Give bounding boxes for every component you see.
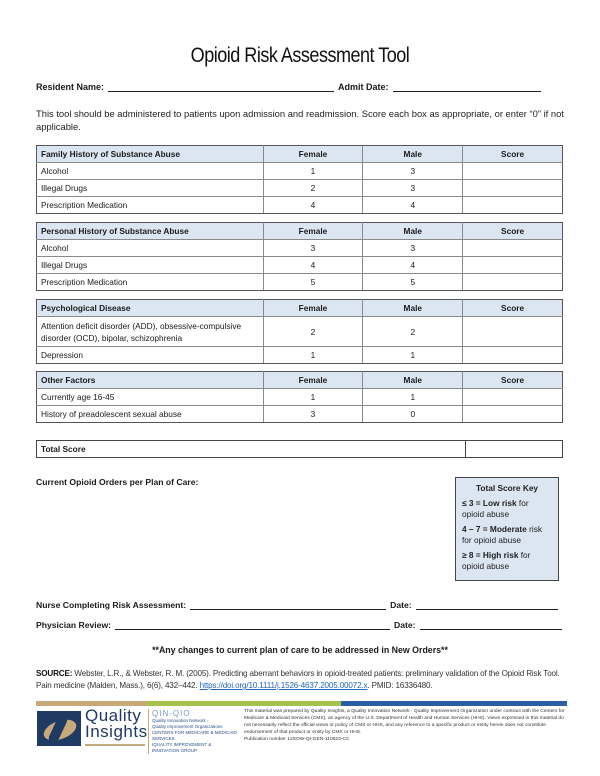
col-male: Male [363, 223, 463, 240]
publication-number: Publication number 12SOW-QI-GEN-110623-CC [244, 737, 350, 742]
high-risk-text: for opioid abuse [462, 549, 531, 571]
qin-line4: IQUALITY IMPROVEMENT & INNOVATION GROUP [152, 742, 212, 753]
family-history-table [36, 145, 563, 214]
row-label: Alcohol [37, 240, 264, 257]
qin-line3: CENTERS FOR MEDICARE & MEDICAID SERVICES [152, 730, 237, 741]
score-cell[interactable] [463, 389, 563, 406]
nurse-date-field[interactable] [416, 601, 558, 610]
high-risk-range: ≥ 8 = High risk [462, 549, 519, 560]
nurse-date-label: Date: [390, 600, 412, 610]
low-risk-range: ≤ 3 = Low risk [462, 497, 517, 508]
table-header [37, 223, 563, 240]
col-male: Male [363, 300, 463, 317]
disclaimer-text: This material was prepared by Quality Insights, a Quality Innovation Network - Quality Improvement Organization under contract with the Centers for Medicare & Medicaid Services (CMS), an agency of the U.S. Department of Health and Human Services (HHS). Views expressed in this material do not necessarily reflect the official views or policy of CMS or HHS, and any reference to a specific product or entity herein does not constitute endorsement of that product or entity by CMS or HHS. [244, 709, 565, 735]
male-points: 4 [363, 257, 463, 274]
score-cell[interactable] [463, 163, 563, 180]
source-text: Webster, L.R., & Webster, R. M. (2005). Predicting aberrant behaviors in opioid-treated patients: preliminary validation of the Opioid Risk Tool. Pain medicine (Malden, Mass.), 6(6), 432–442. [36, 669, 560, 690]
col-female: Female [263, 146, 363, 163]
score-key-low [462, 498, 552, 521]
col-female: Female [263, 223, 363, 240]
female-points: 1 [263, 389, 363, 406]
female-points: 3 [263, 406, 363, 423]
footer-disclaimer [244, 708, 569, 743]
physician-signature-row [36, 620, 566, 630]
table-header [37, 300, 563, 317]
brand-line1: Quality [85, 706, 142, 725]
male-points: 4 [363, 197, 463, 214]
footer-bar-green [147, 701, 341, 706]
section-title: Other Factors [37, 372, 264, 389]
female-points: 2 [263, 317, 363, 347]
low-risk-text: for opioid abuse [462, 497, 529, 519]
row-label: Illegal Drugs [37, 257, 264, 274]
instructions: This tool should be administered to patients upon admission and readmission. Score each box as appropriate, or enter “0” if not applicable. [36, 108, 564, 132]
col-score: Score [463, 146, 563, 163]
quality-insights-logo-icon [37, 711, 81, 746]
table-header [37, 146, 563, 163]
female-points: 4 [263, 197, 363, 214]
table-row [37, 406, 563, 423]
score-cell[interactable] [463, 257, 563, 274]
resident-name-field[interactable] [108, 82, 334, 92]
male-points: 3 [363, 240, 463, 257]
source-label: SOURCE: [36, 669, 73, 678]
table-row [37, 163, 563, 180]
score-key-box [455, 477, 559, 581]
score-cell[interactable] [463, 180, 563, 197]
male-points: 1 [363, 389, 463, 406]
female-points: 1 [263, 163, 363, 180]
score-cell[interactable] [463, 240, 563, 257]
admit-date-label: Admit Date: [338, 82, 389, 92]
pmid-text: . PMID: 16336480. [367, 681, 433, 690]
psychological-disease-table [36, 299, 563, 364]
resident-info-row [36, 82, 564, 92]
col-score: Score [463, 300, 563, 317]
total-score-label: Total Score [37, 441, 466, 457]
score-cell[interactable] [463, 274, 563, 291]
physician-date-field[interactable] [420, 621, 562, 630]
table-row [37, 240, 563, 257]
total-score-row [36, 440, 563, 458]
resident-name-label: Resident Name: [36, 82, 105, 92]
row-label: Illegal Drugs [37, 180, 264, 197]
admit-date-field[interactable] [393, 82, 541, 92]
qin-line1: Quality Innovation Network - [152, 718, 209, 723]
male-points: 3 [363, 180, 463, 197]
physician-label: Physician Review: [36, 620, 111, 630]
score-cell[interactable] [463, 317, 563, 347]
brand-name [85, 708, 148, 740]
page-title [42, 44, 558, 68]
section-title: Psychological Disease [37, 300, 264, 317]
score-key-title: Total Score Key [475, 483, 539, 493]
section-title: Personal History of Substance Abuse [37, 223, 264, 240]
brand-line2: Insights [85, 722, 148, 741]
col-score: Score [463, 372, 563, 389]
score-key-high [462, 550, 552, 573]
table-row [37, 317, 563, 347]
table-row [37, 274, 563, 291]
qin-line2: Quality Improvement Organizations [152, 724, 223, 729]
row-label: Alcohol [37, 163, 264, 180]
score-cell[interactable] [463, 406, 563, 423]
brand-underline [85, 744, 145, 746]
table-row [37, 180, 563, 197]
col-male: Male [363, 146, 463, 163]
title-text: Opioid Risk Assessment Tool [190, 44, 410, 67]
female-points: 2 [263, 180, 363, 197]
table-row [37, 257, 563, 274]
doi-link[interactable]: https://doi.org/10.1111/j.1526-4637.2005.00072.x [199, 681, 368, 690]
nurse-signature-row [36, 600, 566, 610]
current-opioid-orders-label: Current Opioid Orders per Plan of Care: [36, 477, 199, 487]
row-label: Prescription Medication [37, 274, 264, 291]
male-points: 1 [363, 347, 463, 364]
row-label: Prescription Medication [37, 197, 264, 214]
male-points: 3 [363, 163, 463, 180]
nurse-signature-field[interactable] [190, 601, 386, 610]
male-points: 0 [363, 406, 463, 423]
female-points: 3 [263, 240, 363, 257]
table-header [37, 372, 563, 389]
source-citation [36, 668, 566, 692]
qin-qio-text: QIN-QIO [152, 709, 191, 718]
qin-qio-logo [148, 709, 238, 754]
score-cell[interactable] [463, 347, 563, 364]
col-female: Female [263, 300, 363, 317]
moderate-risk-range: 4 – 7 = Moderate [462, 523, 527, 534]
row-label: Currently age 16-45 [37, 389, 264, 406]
table-row [37, 197, 563, 214]
row-label: History of preadolescent sexual abuse [37, 406, 264, 423]
male-points: 5 [363, 274, 463, 291]
section-title: Family History of Substance Abuse [37, 146, 264, 163]
row-label: Depression [37, 347, 264, 364]
total-score-field[interactable] [466, 441, 562, 457]
nurse-label: Nurse Completing Risk Assessment: [36, 600, 187, 610]
table-row [37, 389, 563, 406]
male-points: 2 [363, 317, 463, 347]
row-label: Attention deficit disorder (ADD), obsessive-compulsive disorder (OCD), bipolar, schizophrenia [37, 317, 264, 347]
physician-signature-field[interactable] [115, 621, 390, 630]
col-female: Female [263, 372, 363, 389]
female-points: 1 [263, 347, 363, 364]
other-factors-table [36, 371, 563, 423]
female-points: 5 [263, 274, 363, 291]
score-cell[interactable] [463, 197, 563, 214]
personal-history-table [36, 222, 563, 291]
physician-date-label: Date: [394, 620, 416, 630]
col-male: Male [363, 372, 463, 389]
table-row [37, 347, 563, 364]
female-points: 4 [263, 257, 363, 274]
col-score: Score [463, 223, 563, 240]
moderate-risk-text: risk for opioid abuse [462, 523, 543, 545]
new-orders-note: **Any changes to current plan of care to be addressed in New Orders** [152, 645, 448, 655]
score-key-moderate [462, 524, 552, 547]
footer-bar-blue [341, 701, 567, 706]
